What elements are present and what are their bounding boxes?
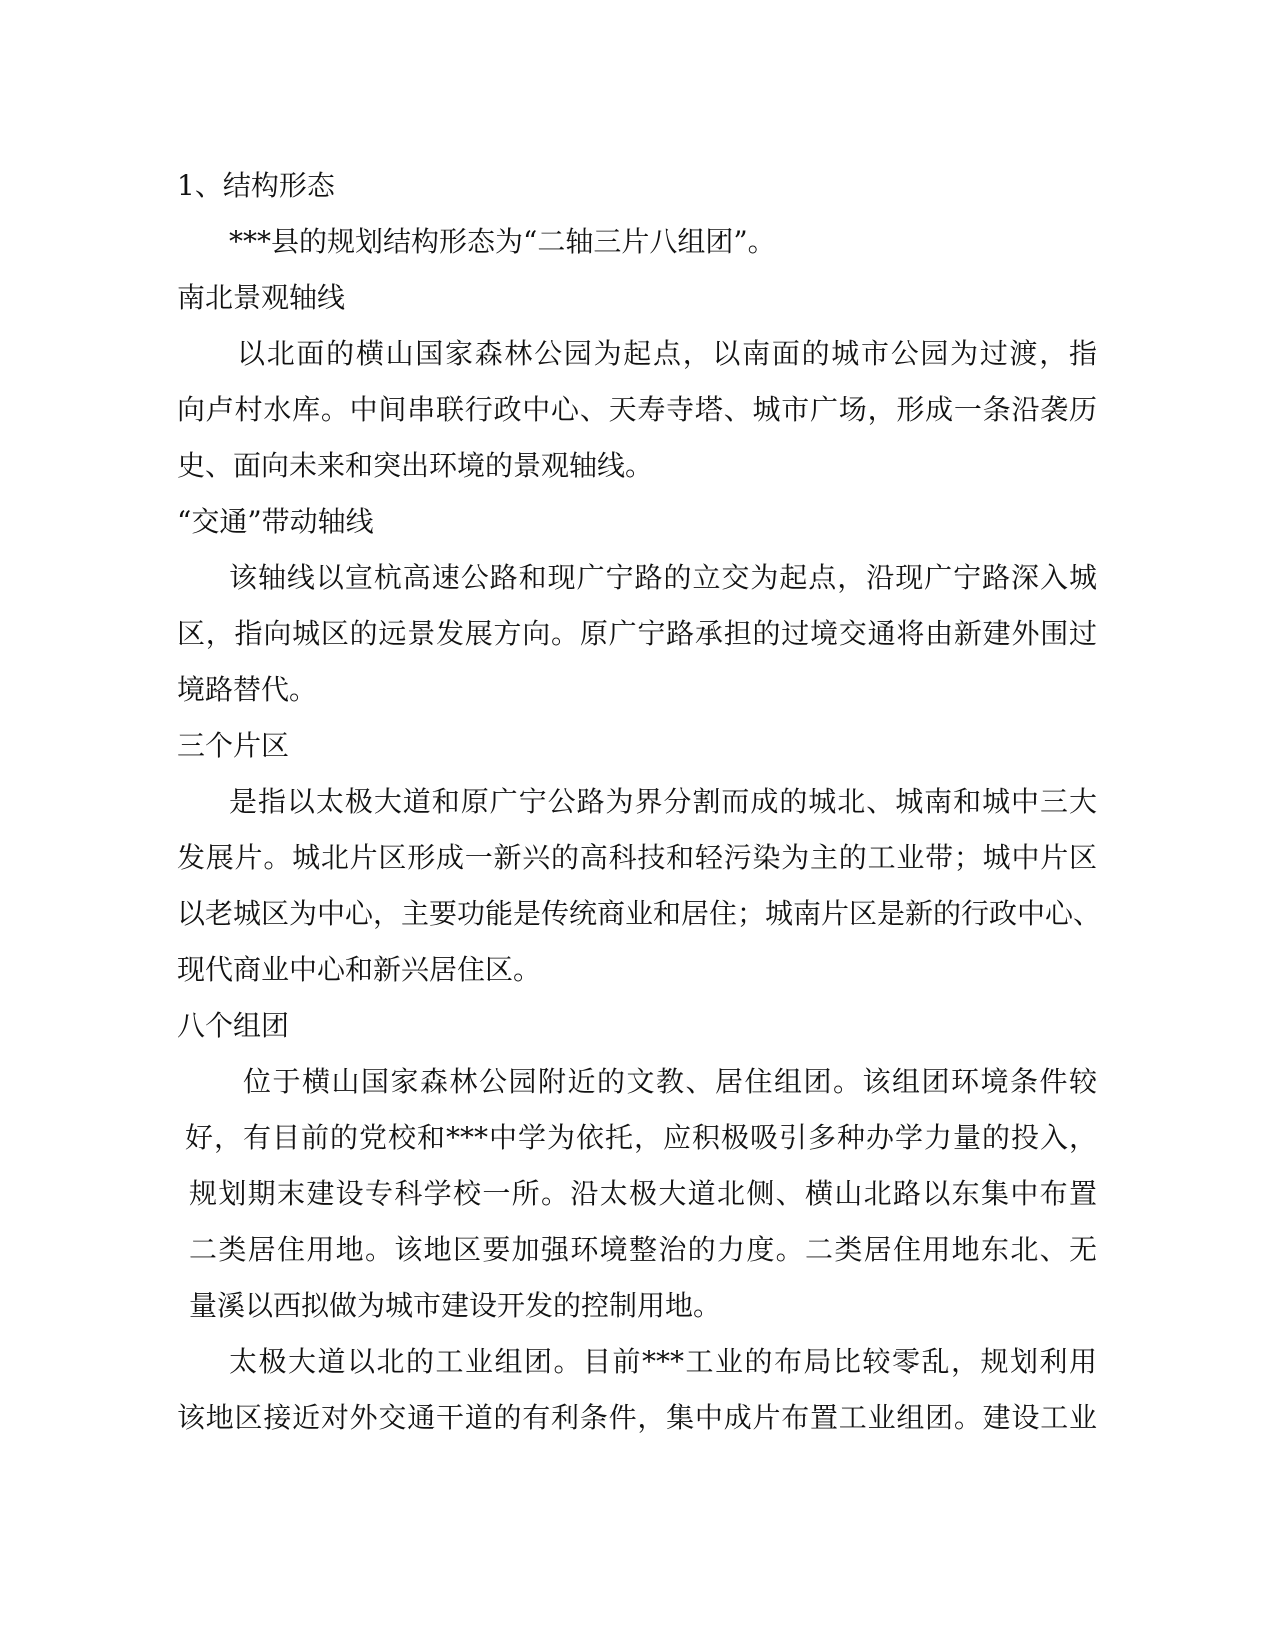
paragraph-line: 是指以太极大道和原广宁公路为界分割而成的城北、城南和城中三大 [229,785,1097,818]
heading-landscape-axis: 南北景观轴线 [177,281,346,314]
paragraph-line: 该地区接近对外交通干道的有利条件，集中成片布置工业组团。建设工业 [177,1401,1097,1434]
paragraph-line: 向卢村水库。中间串联行政中心、天寿寺塔、城市广场，形成一条沿袭历 [177,393,1097,426]
paragraph-line: 量溪以西拟做为城市建设开发的控制用地。 [189,1289,722,1322]
paragraph-line: 该轴线以宣杭高速公路和现广宁路的立交为起点，沿现广宁路深入城 [229,561,1097,594]
paragraph-line: 现代商业中心和新兴居住区。 [177,953,542,986]
paragraph-line: 区，指向城区的远景发展方向。原广宁路承担的过境交通将由新建外围过 [177,617,1097,650]
paragraph-line: 好，有目前的党校和***中学为依托，应积极吸引多种办学力量的投入， [185,1121,1097,1154]
paragraph-line: 史、面向未来和突出环境的景观轴线。 [177,449,654,482]
paragraph-line: 发展片。城北片区形成一新兴的高科技和轻污染为主的工业带；城中片区 [177,841,1097,874]
heading-traffic-axis: “交通”带动轴线 [177,505,374,538]
intro-paragraph: ***县的规划结构形态为“二轴三片八组团”。 [229,225,776,258]
section-title: 1、结构形态 [177,169,335,202]
paragraph-line: 规划期末建设专科学校一所。沿太极大道北侧、横山北路以东集中布置 [189,1177,1097,1210]
heading-eight-clusters: 八个组团 [177,1009,290,1042]
paragraph-line: 以北面的横山国家森林公园为起点，以南面的城市公园为过渡，指 [237,337,1097,370]
paragraph-line: 二类居住用地。该地区要加强环境整治的力度。二类居住用地东北、无 [189,1233,1097,1266]
paragraph-line: 太极大道以北的工业组团。目前***工业的布局比较零乱，规划利用 [229,1345,1097,1378]
paragraph-line: 境路替代。 [177,673,318,706]
paragraph-line: 以老城区为中心，主要功能是传统商业和居住；城南片区是新的行政中心、 [177,897,1102,930]
heading-three-districts: 三个片区 [177,729,290,762]
paragraph-line: 位于横山国家森林公园附近的文教、居住组团。该组团环境条件较 [243,1065,1097,1098]
document-body [177,158,1102,1446]
